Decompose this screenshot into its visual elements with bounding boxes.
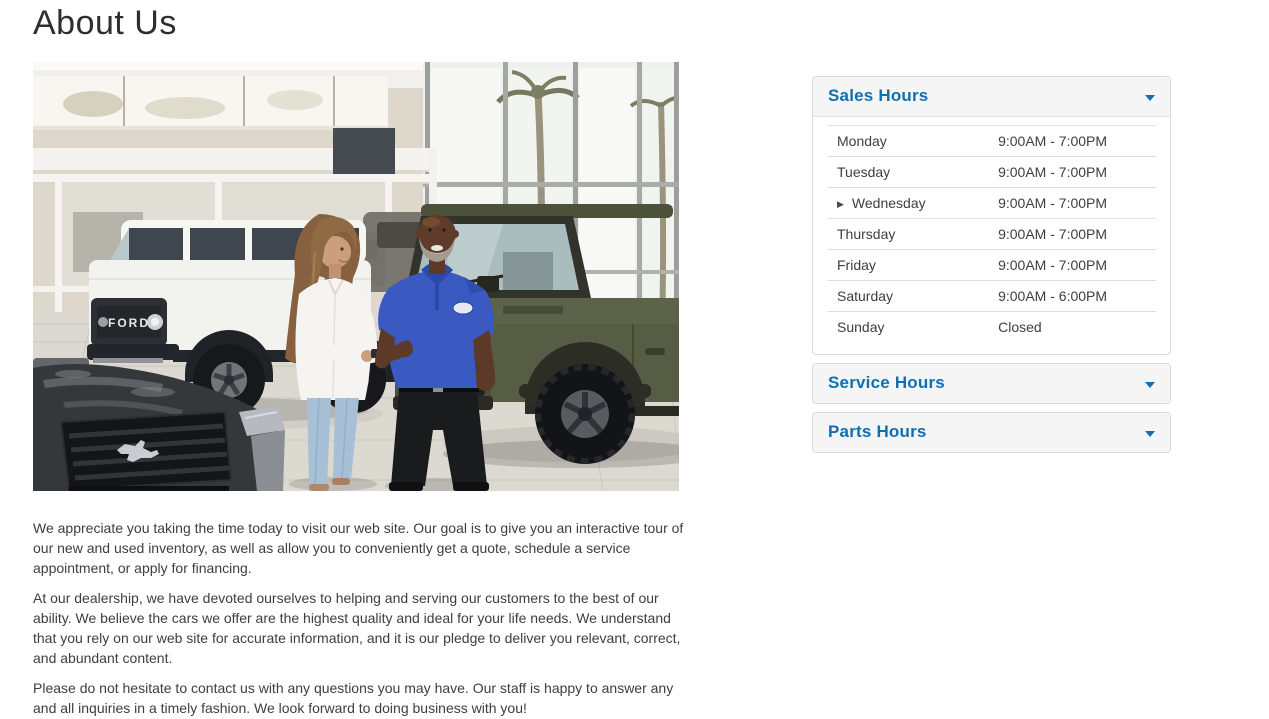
- day-label: Friday: [827, 250, 998, 281]
- day-label: Tuesday: [827, 157, 998, 188]
- hours-value: 9:00AM - 7:00PM: [998, 219, 1156, 250]
- hours-value: 9:00AM - 7:00PM: [998, 126, 1156, 157]
- service-hours-panel: [812, 363, 1171, 404]
- today-marker-icon: ▶: [837, 199, 844, 209]
- hours-sidebar: [812, 76, 1171, 461]
- hours-row: [827, 312, 1156, 343]
- parts-hours-panel: [812, 412, 1171, 453]
- hours-value: 9:00AM - 6:00PM: [998, 281, 1156, 312]
- showroom-photo: [33, 62, 679, 491]
- day-label: Saturday: [827, 281, 998, 312]
- sales-hours-body: [813, 117, 1170, 354]
- day-label: Sunday: [827, 312, 998, 343]
- sales-hours-header[interactable]: [813, 77, 1170, 117]
- hours-row: [827, 126, 1156, 157]
- chevron-down-icon: [1145, 95, 1155, 101]
- day-label: Monday: [827, 126, 998, 157]
- ford-grille-text: FORD: [108, 316, 150, 330]
- day-label: [827, 188, 998, 219]
- hours-value: 9:00AM - 7:00PM: [998, 157, 1156, 188]
- hours-row: [827, 219, 1156, 250]
- parts-hours-header[interactable]: [813, 413, 1170, 452]
- dealership-paragraph: At our dealership, we have devoted ourselves to helping and serving our customers to the best of our ability. We believe the cars we offer are the highest quality and ideal for your life needs. We understand that you rely on our web site for accurate information, and it is our pledge to deliver you relevant, correct, and abundant content.: [33, 590, 681, 666]
- parts-hours-title: Parts Hours: [828, 422, 927, 441]
- hours-value: 9:00AM - 7:00PM: [998, 188, 1156, 219]
- day-label: Thursday: [827, 219, 998, 250]
- page-title: About Us: [33, 4, 177, 42]
- hours-row: [827, 157, 1156, 188]
- chevron-down-icon: [1145, 431, 1155, 437]
- hours-value: 9:00AM - 7:00PM: [998, 250, 1156, 281]
- hours-row: [827, 281, 1156, 312]
- sales-hours-panel: [812, 76, 1171, 355]
- service-hours-title: Service Hours: [828, 373, 945, 392]
- sales-hours-table: [827, 125, 1156, 342]
- service-hours-header[interactable]: [813, 364, 1170, 403]
- chevron-down-icon: [1145, 382, 1155, 388]
- showroom-illustration: [33, 62, 679, 491]
- intro-paragraph: We appreciate you taking the time today to visit our web site. Our goal is to give you an interactive tour of our new and used inventory, as well as allow you to conveniently get a quote, schedule a service appointment, or apply for financing.: [33, 520, 684, 576]
- hours-row-today: [827, 188, 1156, 219]
- sales-hours-title: Sales Hours: [828, 86, 929, 105]
- hours-row: [827, 250, 1156, 281]
- about-text: [33, 518, 689, 719]
- day-label-text: Wednesday: [851, 195, 926, 211]
- contact-paragraph: Please do not hesitate to contact us with any questions you may have. Our staff is happy to answer any and all inquiries in a timely fashion. We look forward to doing business with you!: [33, 680, 674, 716]
- hours-value: Closed: [998, 312, 1156, 343]
